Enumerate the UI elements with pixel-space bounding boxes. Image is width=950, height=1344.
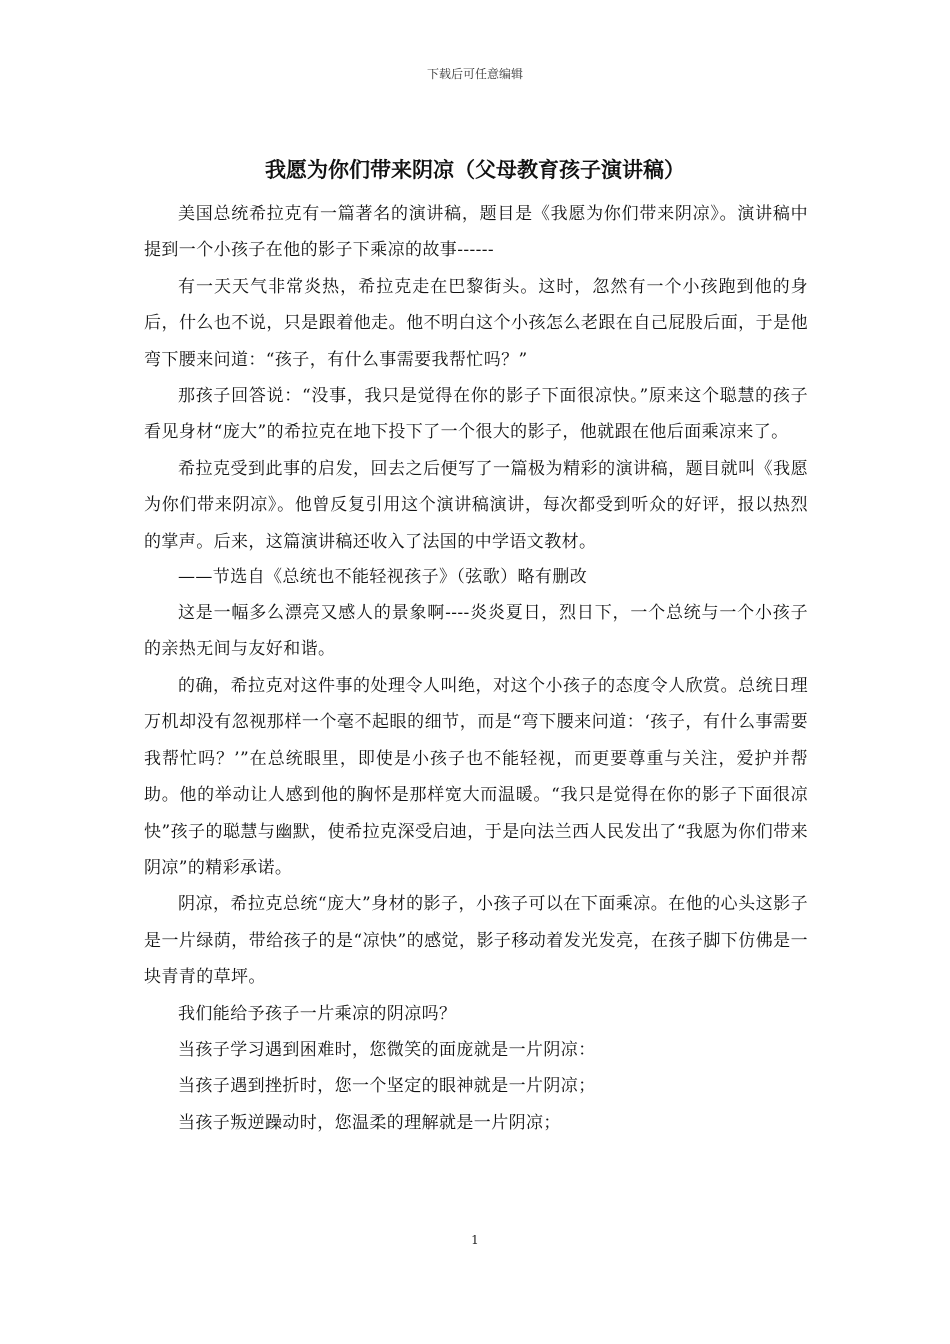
paragraph-4: 希拉克受到此事的启发，回去之后便写了一篇极为精彩的演讲稿，题目就叫《我愿为你们带来阴凉》。他曾反复引用这个演讲稿演讲，每次都受到听众的好评，报以热烈的掌声。后来，这篇演讲稿还收入了法国的中学语文教材。: [144, 458, 808, 552]
paragraph-6: 这是一幅多么漂亮又感人的景象啊----炎炎夏日，烈日下，一个总统与一个小孩子的亲热无间与友好和谐。: [144, 603, 808, 660]
paragraph-3: 那孩子回答说：“没事，我只是觉得在你的影子下面很凉快。”原来这个聪慧的孩子看见身材“庞大”的希拉克在地下投下了一个很大的影子，他就跟在他后面乘凉来了。: [144, 386, 808, 443]
paragraph-11: 当孩子遇到挫折时，您一个坚定的眼神就是一片阴凉；: [178, 1076, 596, 1097]
paragraph-9: 我们能给予孩子一片乘凉的阴凉吗？: [178, 1003, 457, 1024]
page-number: 1: [471, 1233, 479, 1247]
paragraph-7: 的确，希拉克对这件事的处理令人叫绝，对这个小孩子的态度令人欣赏。总统日理万机却没有忽视那样一个毫不起眼的细节，而是“弯下腰来问道：‘孩子，有什么事需要我帮忙吗？’”在总统眼里，即使是小孩子也不能轻视，而更要尊重与关注，爱护并帮助。他的举动让人感到他的胸怀是那样宽大而温暖。“我只是觉得在你的影子下面很凉快”孩子的聪慧与幽默，使希拉克深受启迪，于是向法兰西人民发出了“我愿为你们带来阴凉”的精彩承诺。: [144, 675, 808, 878]
page-header: 下载后可任意编辑: [426, 67, 523, 81]
paragraph-12: 当孩子叛逆躁动时，您温柔的理解就是一片阴凉；: [178, 1112, 561, 1133]
paragraph-8: 阴凉，希拉克总统“庞大”身材的影子，小孩子可以在下面乘凉。在他的心头这影子是一片绿荫，带给孩子的是“凉快”的感觉，影子移动着发光发亮，在孩子脚下仿佛是一块青青的草坪。: [144, 894, 808, 988]
paragraph-source-note: ——节选自《总统也不能轻视孩子》（弦歌）略有删改: [178, 567, 588, 588]
paragraph-1: 美国总统希拉克有一篇著名的演讲稿，题目是《我愿为你们带来阴凉》。演讲稿中提到一个小孩子在他的影子下乘凉的故事------: [144, 204, 808, 261]
paragraph-2: 有一天天气非常炎热，希拉克走在巴黎街头。这时，忽然有一个小孩跑到他的身后，什么也不说，只是跟着他走。他不明白这个小孩怎么老跟在自己屁股后面，于是他弯下腰来问道：“孩子，有什么事需要我帮忙吗？”: [144, 276, 808, 370]
document-body: [144, 196, 808, 1141]
paragraph-10: 当孩子学习遇到困难时，您微笑的面庞就是一片阴凉：: [178, 1039, 596, 1060]
document-title: 我愿为你们带来阴凉（父母教育孩子演讲稿）: [265, 158, 685, 182]
